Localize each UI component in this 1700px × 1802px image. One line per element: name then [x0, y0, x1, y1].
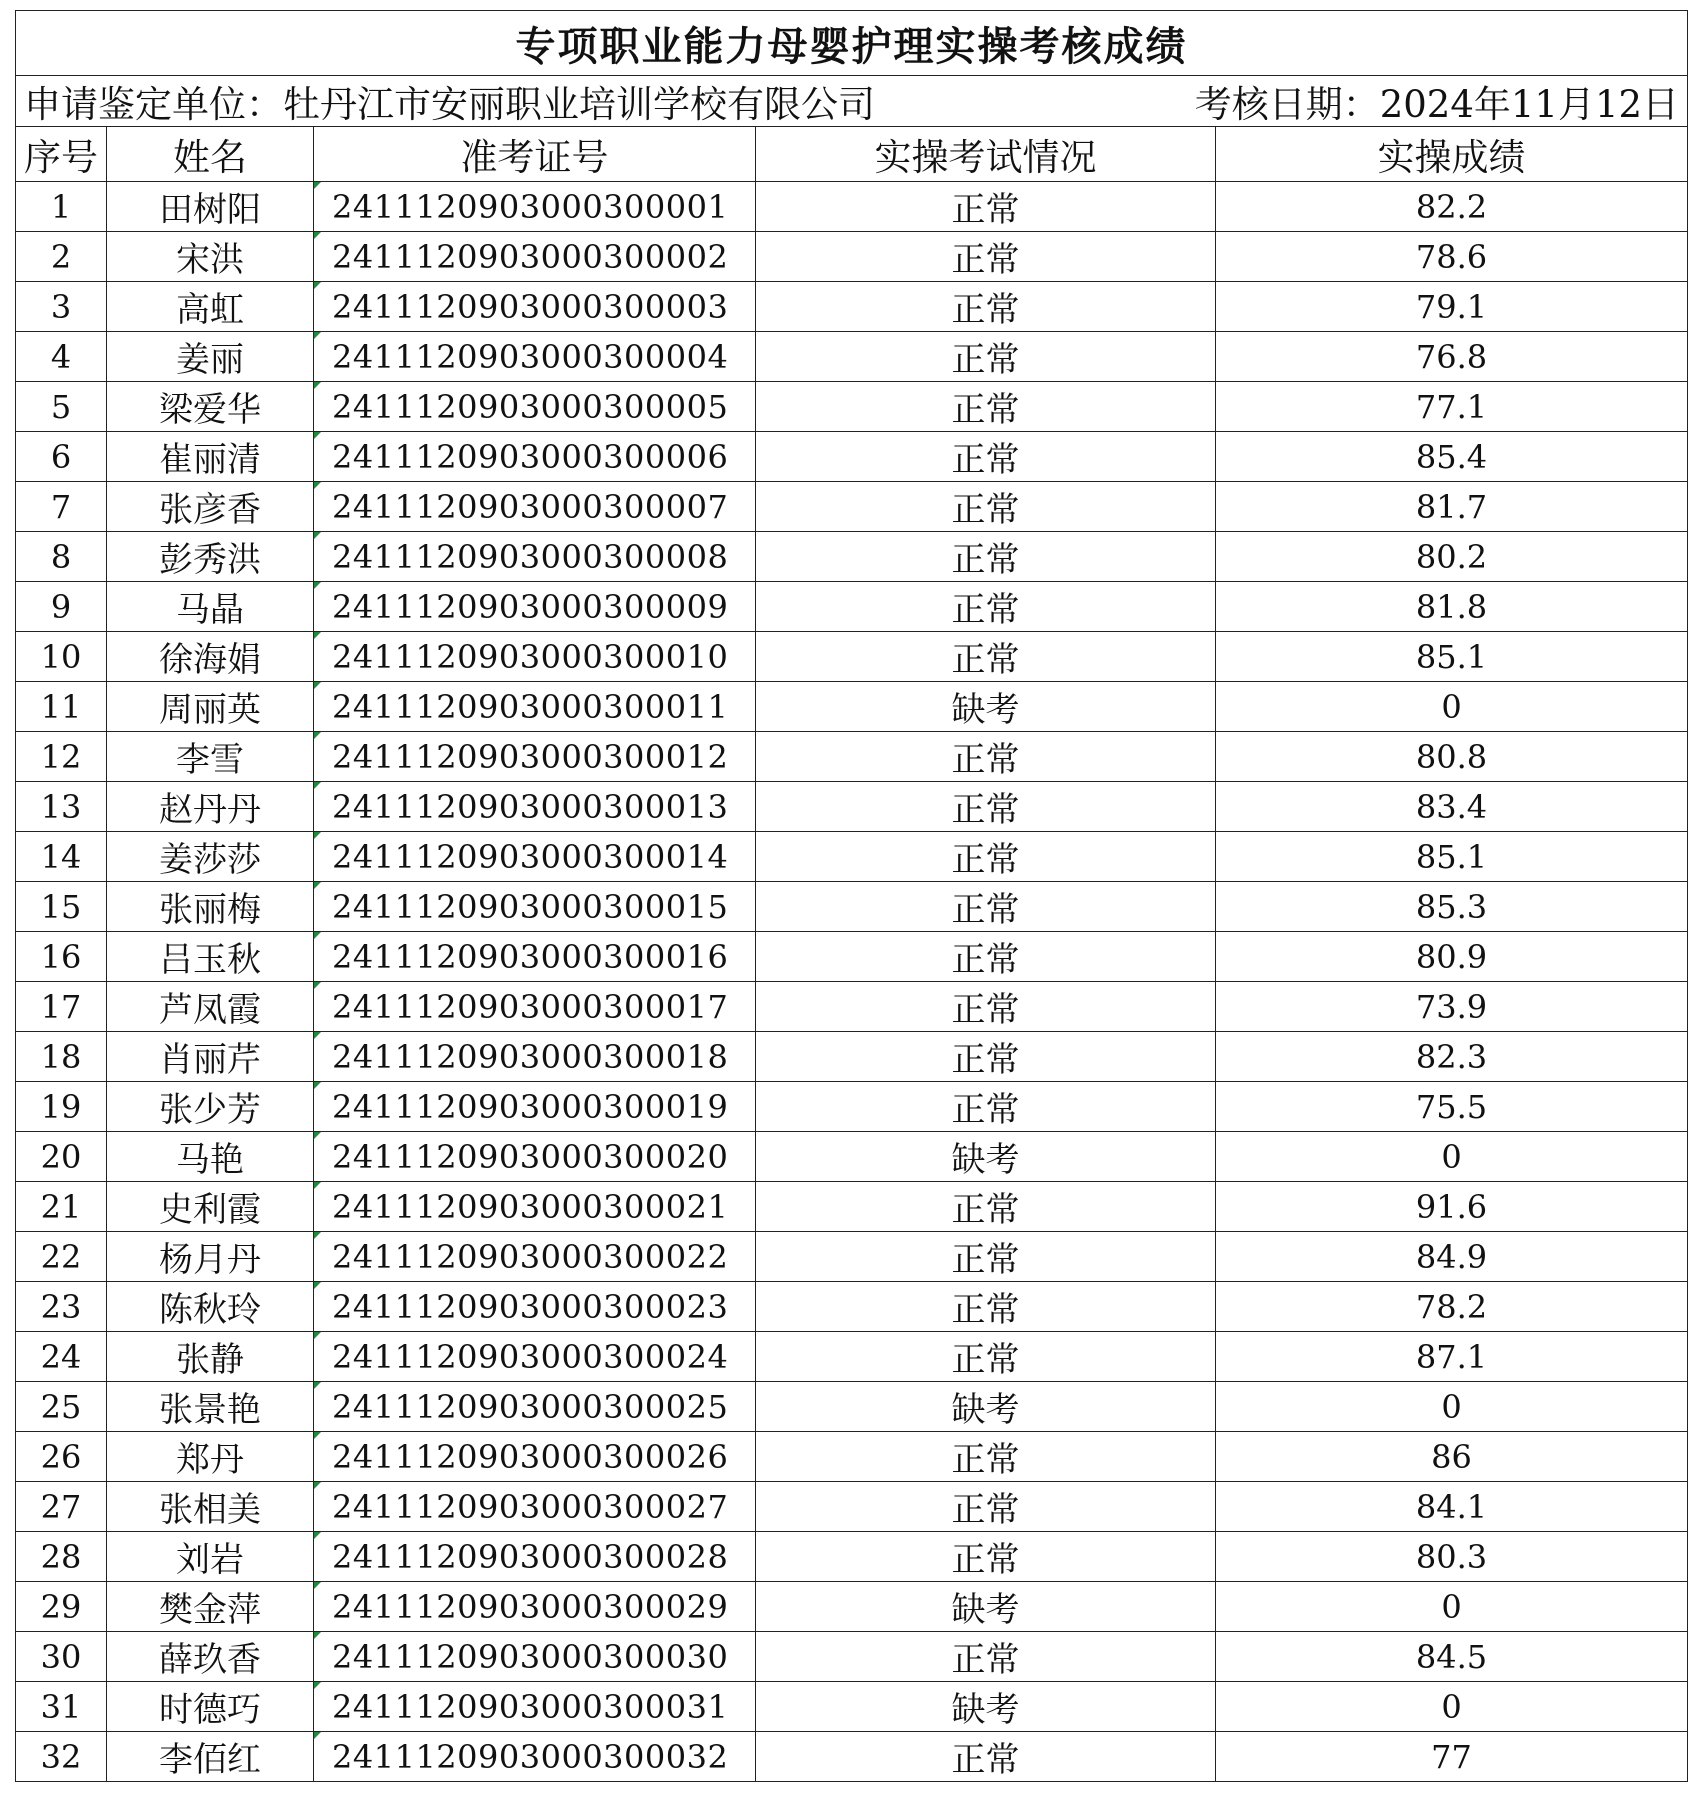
table-body — [16, 182, 1688, 1782]
ticket-number: 2411120903000300030 — [314, 1632, 756, 1682]
exam-score: 84.9 — [1216, 1232, 1688, 1282]
student-name: 崔丽清 — [107, 432, 314, 482]
table-row — [16, 1232, 1688, 1282]
info-row — [16, 76, 1688, 127]
unit-label: 申请鉴定单位：牡丹江市安丽职业培训学校有限公司 — [24, 83, 875, 126]
exam-status: 正常 — [756, 1632, 1216, 1682]
row-number: 4 — [16, 332, 107, 382]
ticket-number: 2411120903000300023 — [314, 1282, 756, 1332]
ticket-number: 2411120903000300005 — [314, 382, 756, 432]
ticket-number: 2411120903000300011 — [314, 682, 756, 732]
exam-status: 正常 — [756, 182, 1216, 232]
row-number: 5 — [16, 382, 107, 432]
exam-score: 0 — [1216, 1132, 1688, 1182]
ticket-number: 2411120903000300010 — [314, 632, 756, 682]
table-row — [16, 1482, 1688, 1532]
exam-score: 85.3 — [1216, 882, 1688, 932]
row-number: 27 — [16, 1482, 107, 1532]
exam-status: 正常 — [756, 1232, 1216, 1282]
table-row — [16, 732, 1688, 782]
exam-status: 正常 — [756, 532, 1216, 582]
student-name: 李雪 — [107, 732, 314, 782]
column-header-ticket: 准考证号 — [314, 127, 756, 182]
exam-score: 84.5 — [1216, 1632, 1688, 1682]
table-row — [16, 1132, 1688, 1182]
row-number: 3 — [16, 282, 107, 332]
exam-status: 正常 — [756, 382, 1216, 432]
table-row — [16, 882, 1688, 932]
ticket-number: 2411120903000300022 — [314, 1232, 756, 1282]
exam-score: 78.6 — [1216, 232, 1688, 282]
exam-score: 85.1 — [1216, 832, 1688, 882]
exam-status: 缺考 — [756, 1582, 1216, 1632]
row-number: 28 — [16, 1532, 107, 1582]
exam-score: 0 — [1216, 1582, 1688, 1632]
student-name: 徐海娟 — [107, 632, 314, 682]
exam-score: 82.3 — [1216, 1032, 1688, 1082]
table-row — [16, 1082, 1688, 1132]
student-name: 田树阳 — [107, 182, 314, 232]
table-row — [16, 332, 1688, 382]
table-row — [16, 382, 1688, 432]
table-row — [16, 1532, 1688, 1582]
table-row — [16, 482, 1688, 532]
student-name: 郑丹 — [107, 1432, 314, 1482]
table-row — [16, 182, 1688, 232]
exam-status: 正常 — [756, 332, 1216, 382]
ticket-number: 2411120903000300031 — [314, 1682, 756, 1732]
table-row — [16, 832, 1688, 882]
row-number: 8 — [16, 532, 107, 582]
ticket-number: 2411120903000300029 — [314, 1582, 756, 1632]
ticket-number: 2411120903000300014 — [314, 832, 756, 882]
row-number: 9 — [16, 582, 107, 632]
row-number: 6 — [16, 432, 107, 482]
student-name: 姜莎莎 — [107, 832, 314, 882]
exam-score: 80.3 — [1216, 1532, 1688, 1582]
exam-status: 正常 — [756, 632, 1216, 682]
row-number: 11 — [16, 682, 107, 732]
exam-score: 87.1 — [1216, 1332, 1688, 1382]
student-name: 刘岩 — [107, 1532, 314, 1582]
table-row — [16, 1032, 1688, 1082]
student-name: 陈秋玲 — [107, 1282, 314, 1332]
exam-score: 78.2 — [1216, 1282, 1688, 1332]
row-number: 22 — [16, 1232, 107, 1282]
row-number: 2 — [16, 232, 107, 282]
ticket-number: 2411120903000300007 — [314, 482, 756, 532]
exam-status: 正常 — [756, 1032, 1216, 1082]
exam-score: 80.9 — [1216, 932, 1688, 982]
row-number: 32 — [16, 1732, 107, 1782]
student-name: 马晶 — [107, 582, 314, 632]
ticket-number: 2411120903000300006 — [314, 432, 756, 482]
row-number: 7 — [16, 482, 107, 532]
student-name: 高虹 — [107, 282, 314, 332]
student-name: 周丽英 — [107, 682, 314, 732]
table-row — [16, 582, 1688, 632]
row-number: 20 — [16, 1132, 107, 1182]
table-row — [16, 1732, 1688, 1782]
exam-score: 0 — [1216, 1682, 1688, 1732]
ticket-number: 2411120903000300016 — [314, 932, 756, 982]
column-header-status: 实操考试情况 — [756, 127, 1216, 182]
student-name: 樊金萍 — [107, 1582, 314, 1632]
exam-score: 0 — [1216, 1382, 1688, 1432]
student-name: 吕玉秋 — [107, 932, 314, 982]
exam-date-label: 考核日期：2024年11月12日 — [1194, 83, 1680, 126]
table-row — [16, 1282, 1688, 1332]
table-row — [16, 782, 1688, 832]
row-number: 12 — [16, 732, 107, 782]
student-name: 时德巧 — [107, 1682, 314, 1732]
sheet-title: 专项职业能力母婴护理实操考核成绩 — [16, 11, 1688, 76]
ticket-number: 2411120903000300025 — [314, 1382, 756, 1432]
ticket-number: 2411120903000300026 — [314, 1432, 756, 1482]
row-number: 26 — [16, 1432, 107, 1482]
exam-score: 82.2 — [1216, 182, 1688, 232]
exam-status: 正常 — [756, 1182, 1216, 1232]
table-row — [16, 232, 1688, 282]
exam-status: 正常 — [756, 832, 1216, 882]
ticket-number: 2411120903000300020 — [314, 1132, 756, 1182]
row-number: 1 — [16, 182, 107, 232]
ticket-number: 2411120903000300021 — [314, 1182, 756, 1232]
student-name: 彭秀洪 — [107, 532, 314, 582]
exam-status: 正常 — [756, 1332, 1216, 1382]
table-row — [16, 682, 1688, 732]
exam-score: 83.4 — [1216, 782, 1688, 832]
ticket-number: 2411120903000300019 — [314, 1082, 756, 1132]
row-number: 24 — [16, 1332, 107, 1382]
score-sheet — [15, 10, 1687, 1782]
exam-score: 77 — [1216, 1732, 1688, 1782]
table-row — [16, 532, 1688, 582]
ticket-number: 2411120903000300003 — [314, 282, 756, 332]
ticket-number: 2411120903000300017 — [314, 982, 756, 1032]
exam-status: 缺考 — [756, 1382, 1216, 1432]
student-name: 姜丽 — [107, 332, 314, 382]
row-number: 21 — [16, 1182, 107, 1232]
table-row — [16, 432, 1688, 482]
table-row — [16, 1382, 1688, 1432]
ticket-number: 2411120903000300004 — [314, 332, 756, 382]
exam-status: 正常 — [756, 1732, 1216, 1782]
table-row — [16, 282, 1688, 332]
exam-status: 正常 — [756, 282, 1216, 332]
student-name: 张丽梅 — [107, 882, 314, 932]
ticket-number: 2411120903000300001 — [314, 182, 756, 232]
table-row — [16, 632, 1688, 682]
student-name: 史利霞 — [107, 1182, 314, 1232]
exam-score: 75.5 — [1216, 1082, 1688, 1132]
exam-score: 85.1 — [1216, 632, 1688, 682]
exam-score: 86 — [1216, 1432, 1688, 1482]
exam-status: 正常 — [756, 1532, 1216, 1582]
student-name: 杨月丹 — [107, 1232, 314, 1282]
student-name: 马艳 — [107, 1132, 314, 1182]
exam-status: 正常 — [756, 1482, 1216, 1532]
column-header-row — [16, 127, 1688, 182]
exam-score: 84.1 — [1216, 1482, 1688, 1532]
ticket-number: 2411120903000300008 — [314, 532, 756, 582]
column-header-no: 序号 — [16, 127, 107, 182]
row-number: 14 — [16, 832, 107, 882]
row-number: 19 — [16, 1082, 107, 1132]
row-number: 16 — [16, 932, 107, 982]
table-row — [16, 1332, 1688, 1382]
column-header-score: 实操成绩 — [1216, 127, 1688, 182]
table-row — [16, 1582, 1688, 1632]
exam-status: 缺考 — [756, 1132, 1216, 1182]
table-row — [16, 982, 1688, 1032]
exam-status: 正常 — [756, 782, 1216, 832]
exam-status: 缺考 — [756, 1682, 1216, 1732]
exam-status: 正常 — [756, 232, 1216, 282]
exam-score: 77.1 — [1216, 382, 1688, 432]
exam-score: 76.8 — [1216, 332, 1688, 382]
exam-score: 0 — [1216, 682, 1688, 732]
exam-status: 缺考 — [756, 682, 1216, 732]
ticket-number: 2411120903000300027 — [314, 1482, 756, 1532]
ticket-number: 2411120903000300012 — [314, 732, 756, 782]
row-number: 10 — [16, 632, 107, 682]
exam-status: 正常 — [756, 1082, 1216, 1132]
score-table — [15, 10, 1688, 1782]
row-number: 25 — [16, 1382, 107, 1432]
row-number: 31 — [16, 1682, 107, 1732]
ticket-number: 2411120903000300002 — [314, 232, 756, 282]
student-name: 宋洪 — [107, 232, 314, 282]
exam-score: 80.8 — [1216, 732, 1688, 782]
row-number: 18 — [16, 1032, 107, 1082]
exam-status: 正常 — [756, 432, 1216, 482]
exam-score: 81.7 — [1216, 482, 1688, 532]
ticket-number: 2411120903000300032 — [314, 1732, 756, 1782]
table-row — [16, 1432, 1688, 1482]
column-header-name: 姓名 — [107, 127, 314, 182]
ticket-number: 2411120903000300024 — [314, 1332, 756, 1382]
exam-status: 正常 — [756, 932, 1216, 982]
exam-status: 正常 — [756, 1432, 1216, 1482]
row-number: 23 — [16, 1282, 107, 1332]
exam-score: 80.2 — [1216, 532, 1688, 582]
exam-status: 正常 — [756, 1282, 1216, 1332]
exam-score: 85.4 — [1216, 432, 1688, 482]
ticket-number: 2411120903000300028 — [314, 1532, 756, 1582]
student-name: 梁爱华 — [107, 382, 314, 432]
exam-score: 73.9 — [1216, 982, 1688, 1032]
row-number: 17 — [16, 982, 107, 1032]
student-name: 张景艳 — [107, 1382, 314, 1432]
student-name: 肖丽芹 — [107, 1032, 314, 1082]
ticket-number: 2411120903000300013 — [314, 782, 756, 832]
exam-status: 正常 — [756, 582, 1216, 632]
student-name: 张彦香 — [107, 482, 314, 532]
table-row — [16, 1632, 1688, 1682]
exam-score: 81.8 — [1216, 582, 1688, 632]
student-name: 张相美 — [107, 1482, 314, 1532]
row-number: 30 — [16, 1632, 107, 1682]
ticket-number: 2411120903000300009 — [314, 582, 756, 632]
exam-status: 正常 — [756, 482, 1216, 532]
exam-status: 正常 — [756, 982, 1216, 1032]
ticket-number: 2411120903000300015 — [314, 882, 756, 932]
student-name: 张少芳 — [107, 1082, 314, 1132]
row-number: 13 — [16, 782, 107, 832]
ticket-number: 2411120903000300018 — [314, 1032, 756, 1082]
student-name: 李佰红 — [107, 1732, 314, 1782]
exam-score: 91.6 — [1216, 1182, 1688, 1232]
row-number: 15 — [16, 882, 107, 932]
table-row — [16, 1682, 1688, 1732]
student-name: 薛玖香 — [107, 1632, 314, 1682]
student-name: 张静 — [107, 1332, 314, 1382]
table-row — [16, 932, 1688, 982]
student-name: 芦凤霞 — [107, 982, 314, 1032]
exam-status: 正常 — [756, 882, 1216, 932]
exam-status: 正常 — [756, 732, 1216, 782]
row-number: 29 — [16, 1582, 107, 1632]
student-name: 赵丹丹 — [107, 782, 314, 832]
table-row — [16, 1182, 1688, 1232]
exam-score: 79.1 — [1216, 282, 1688, 332]
